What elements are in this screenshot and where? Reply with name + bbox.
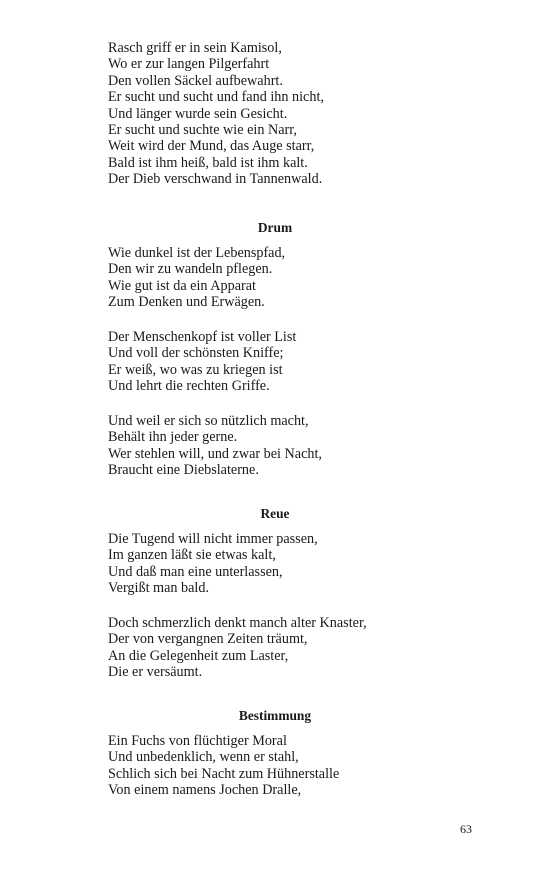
verse-line: Weit wird der Mund, das Auge starr, [108,138,315,155]
verse-line: Von einem namens Jochen Dralle, [108,782,302,799]
verse-line: Und daß man eine unterlassen, [108,563,283,580]
verse-line: Rasch griff er in sein Kamisol, [108,40,282,56]
verse-line: Er sucht und suchte wie ein Narr, [108,122,297,139]
verse-line: Und länger wurde sein Gesicht. [108,105,288,122]
verse-line: Der Menschenkopf ist voller List [108,329,297,345]
stanza-poem-continuation-1 [108,40,324,188]
verse-line: Der Dieb verschwand in Tannenwald. [108,171,323,188]
poem-title-bestimmung: Bestimmung [238,708,312,723]
verse-line: An die Gelegenheit zum Laster, [108,647,289,664]
verse-line: Bald ist ihm heiß, bald ist ihm kalt. [108,154,308,171]
page-number: 63 [460,822,472,836]
verse-line: Wer stehlen will, und zwar bei Nacht, [108,445,322,462]
verse-line: Vergißt man bald. [108,580,210,597]
stanza-bestimmung-1 [108,733,339,799]
verse-line: Und weil er sich so nützlich macht, [108,413,309,429]
stanza-drum-3 [108,413,322,479]
verse-line: Zum Denken und Erwägen. [108,294,265,311]
verse-line: Wie gut ist da ein Apparat [108,277,256,294]
stanza-reue-1 [108,531,318,597]
verse-line: Er weiß, wo was zu kriegen ist [108,361,283,378]
verse-line: Behält ihn jeder gerne. [108,429,238,446]
verse-line: Die er versäumt. [108,664,203,681]
verse-line: Schlich sich bei Nacht zum Hühnerstalle [108,765,340,782]
verse-line: Im ganzen läßt sie etwas kalt, [108,547,276,564]
poem-title-reue: Reue [260,506,290,521]
poem-title-drum: Drum [257,220,293,235]
stanza-drum-1 [108,245,285,311]
stanza-reue-2 [108,615,367,681]
verse-line: Wie dunkel ist der Lebenspfad, [108,245,286,261]
verse-line: Die Tugend will nicht immer passen, [108,531,318,547]
stanza-drum-2 [108,329,296,395]
verse-line: Doch schmerzlich denkt manch alter Knaster, [108,615,367,631]
verse-line: Wo er zur langen Pilgerfahrt [108,56,270,73]
verse-line: Und lehrt die rechten Griffe. [108,378,270,395]
verse-line: Den vollen Säckel aufbewahrt. [108,72,283,89]
verse-line: Der von vergangnen Zeiten träumt, [108,631,308,648]
verse-line: Und voll der schönsten Kniffe; [108,345,284,362]
verse-line: Und unbedenklich, wenn er stahl, [108,749,299,766]
verse-line: Ein Fuchs von flüchtiger Moral [108,733,287,749]
verse-line: Braucht eine Diebslaterne. [108,462,259,479]
verse-line: Er sucht und sucht und fand ihn nicht, [108,89,324,106]
verse-line: Den wir zu wandeln pflegen. [108,261,273,278]
